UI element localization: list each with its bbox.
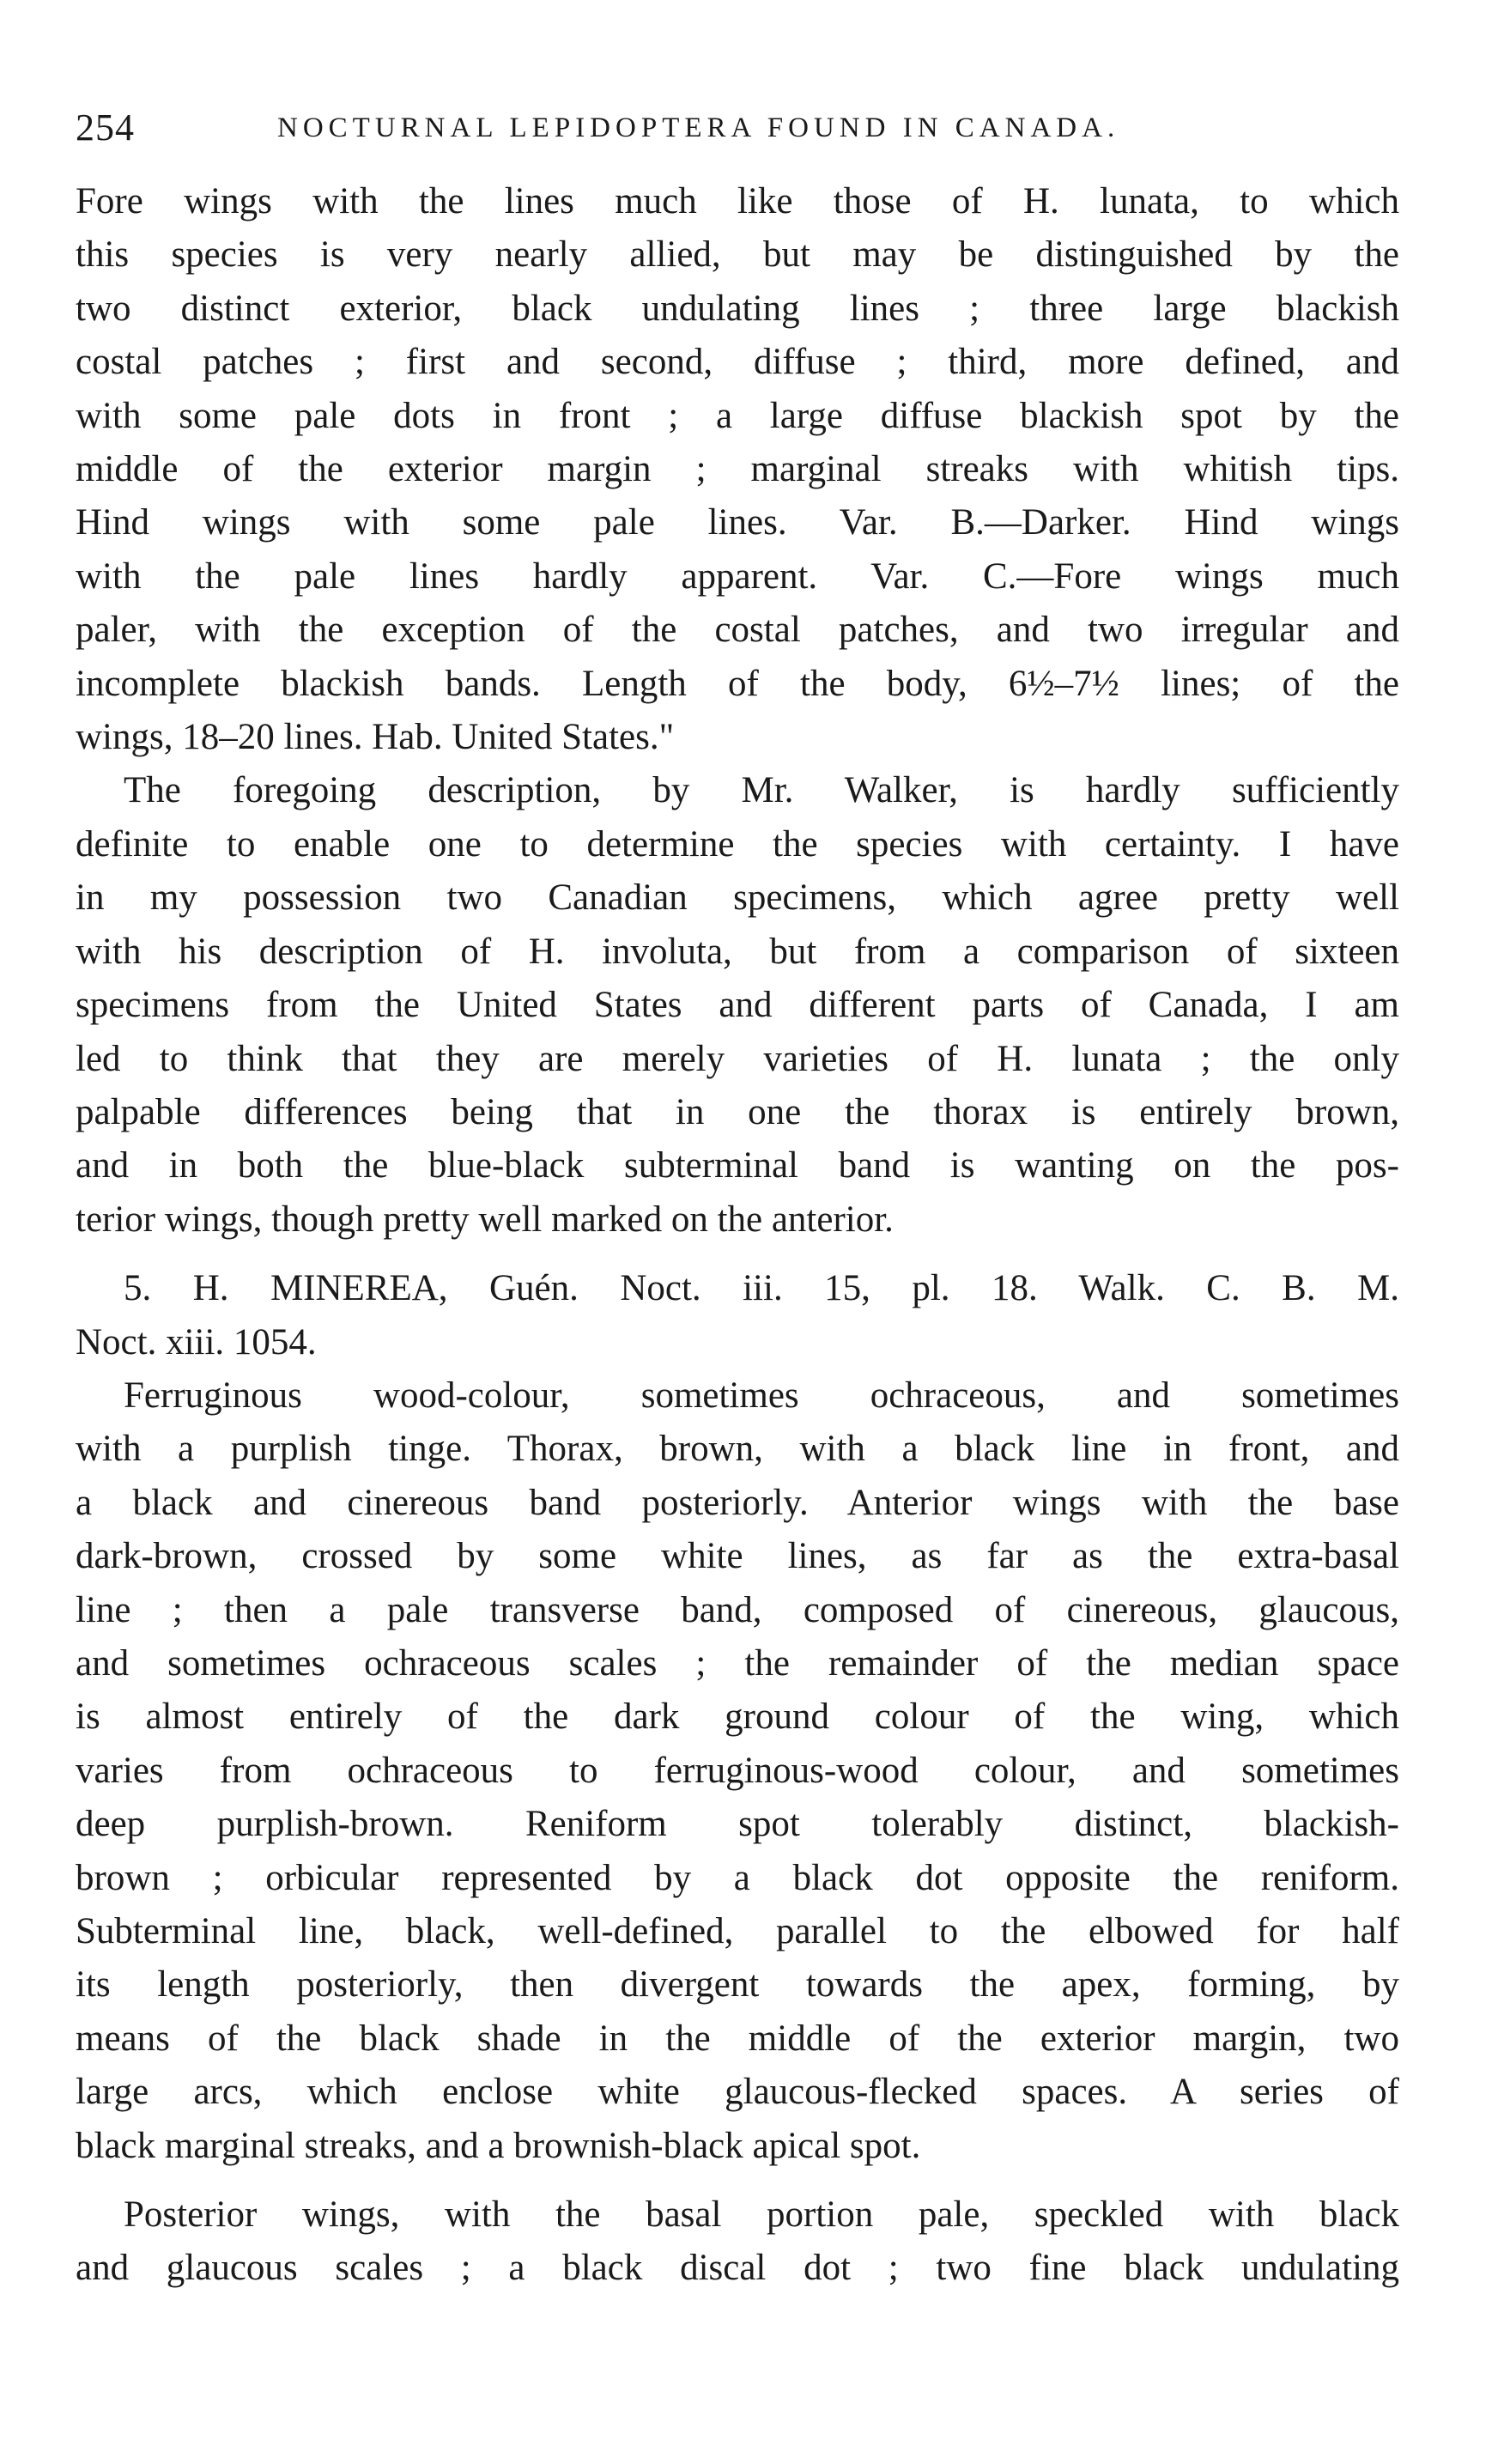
species-heading-minerea bbox=[76, 1262, 1399, 1369]
text-line: middle of the exterior margin ; marginal streaks with whitish tips. bbox=[76, 449, 1399, 490]
text-line: this species is very nearly allied, but may be distinguished by the bbox=[76, 234, 1399, 276]
text-line: with his description of H. involuta, but from a comparison of sixteen bbox=[76, 931, 1399, 972]
text-line: with a purplish tinge. Thorax, brown, with a black line in front, and bbox=[76, 1429, 1399, 1470]
text-line: specimens from the United States and different parts of Canada, I am bbox=[76, 985, 1399, 1026]
paragraph-minerea-description bbox=[76, 1369, 1399, 2173]
text-line: a black and cinereous band posteriorly. Anterior wings with the base bbox=[76, 1482, 1399, 1523]
text-line: terior wings, though pretty well marked on the anterior. bbox=[76, 1199, 894, 1240]
text-line: Hind wings with some pale lines. Var. B.—Darker. Hind wings bbox=[76, 502, 1399, 543]
text-line: Ferruginous wood-colour, sometimes ochraceous, and sometimes bbox=[124, 1375, 1399, 1416]
body-text bbox=[76, 175, 1399, 2296]
text-line: in my possession two Canadian specimens, which agree pretty well bbox=[76, 877, 1399, 919]
text-line: Fore wings with the lines much like those of H. lunata, to which bbox=[76, 181, 1399, 222]
text-line: The foregoing description, by Mr. Walker, is hardly sufficiently bbox=[124, 770, 1399, 811]
text-line: wings, 18–20 lines. Hab. United States." bbox=[76, 717, 675, 758]
text-line: brown ; orbicular represented by a black dot opposite the reniform. bbox=[76, 1857, 1399, 1898]
text-line: with the pale lines hardly apparent. Var. C.—Fore wings much bbox=[76, 555, 1399, 597]
text-line: and glaucous scales ; a black discal dot ; two fine black undulating bbox=[76, 2248, 1399, 2289]
text-line: deep purplish-brown. Reniform spot tolerably distinct, blackish- bbox=[76, 1804, 1399, 1845]
text-line: 5. H. MINEREA, Guén. Noct. iii. 15, pl. 18. Walk. C. B. M. bbox=[124, 1268, 1399, 1309]
text-line: means of the black shade in the middle of the exterior margin, two bbox=[76, 2018, 1399, 2059]
paragraph-posterior-wings bbox=[76, 2188, 1399, 2296]
text-line: line ; then a pale transverse band, composed of cinereous, glaucous, bbox=[76, 1589, 1399, 1630]
paragraph-author-comment bbox=[76, 764, 1399, 1247]
page-number: 254 bbox=[76, 106, 135, 149]
text-line: its length posteriorly, then divergent towards the apex, forming, by bbox=[76, 1964, 1399, 2006]
book-page bbox=[76, 101, 1399, 2402]
text-line: dark-brown, crossed by some white lines, as far as the extra-basal bbox=[76, 1536, 1399, 1577]
text-line: and sometimes ochraceous scales ; the remainder of the median space bbox=[76, 1642, 1399, 1684]
text-line: black marginal streaks, and a brownish-black apical spot. bbox=[76, 2125, 921, 2166]
text-line: and in both the blue-black subterminal band is wanting on the pos- bbox=[76, 1145, 1399, 1186]
text-line: Noct. xiii. 1054. bbox=[76, 1321, 317, 1362]
text-line: costal patches ; first and second, diffuse ; third, more defined, and bbox=[76, 342, 1399, 383]
text-line: varies from ochraceous to ferruginous-wood colour, and sometimes bbox=[76, 1750, 1399, 1791]
text-line: incomplete blackish bands. Length of the body, 6½–7½ lines; of the bbox=[76, 663, 1399, 704]
text-line: Subterminal line, black, well-defined, parallel to the elbowed for half bbox=[76, 1911, 1399, 1951]
text-line: definite to enable one to determine the species with certainty. I have bbox=[76, 823, 1399, 865]
text-line: with some pale dots in front ; a large diffuse blackish spot by the bbox=[76, 395, 1399, 436]
text-line: paler, with the exception of the costal patches, and two irregular and bbox=[76, 610, 1399, 651]
text-line: two distinct exterior, black undulating lines ; three large blackish bbox=[76, 288, 1399, 329]
text-line: large arcs, which enclose white glaucous-flecked spaces. A series of bbox=[76, 2072, 1399, 2113]
running-title: NOCTURNAL LEPIDOPTERA FOUND IN CANADA. bbox=[277, 112, 1120, 143]
text-line: palpable differences being that in one the thorax is entirely brown, bbox=[76, 1091, 1399, 1132]
text-line: is almost entirely of the dark ground colour of the wing, which bbox=[76, 1696, 1399, 1738]
paragraph-involuta-description bbox=[76, 175, 1399, 764]
running-head bbox=[76, 101, 1399, 155]
text-line: led to think that they are merely varieties of H. lunata ; the only bbox=[76, 1038, 1399, 1079]
text-line: Posterior wings, with the basal portion pale, speckled with black bbox=[124, 2194, 1399, 2236]
